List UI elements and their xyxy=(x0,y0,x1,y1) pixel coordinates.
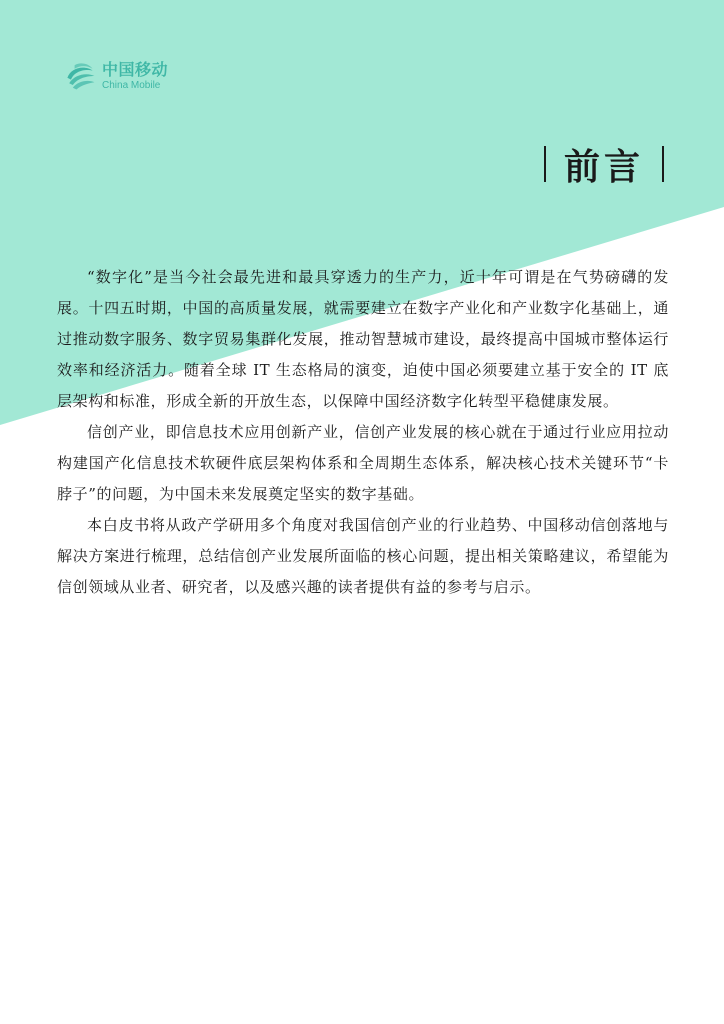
preface-body xyxy=(57,262,669,603)
page-title-group xyxy=(544,140,664,188)
brand-name-en: China Mobile xyxy=(102,79,161,91)
china-mobile-logo xyxy=(62,56,192,96)
paragraph: 本白皮书将从政产学研用多个角度对我国信创产业的行业趋势、中国移动信创落地与解决方案进行梳理，总结信创产业发展所面临的核心问题，提出相关策略建议，希望能为信创领域从业者、研究者，以及感兴趣的读者提供有益的参考与启示。 xyxy=(57,516,669,596)
page-title: 前言 xyxy=(563,146,644,188)
paragraph: “数字化”是当今社会最先进和最具穿透力的生产力，近十年可谓是在气势磅礴的发展。十四五时期，中国的高质量发展，就需要建立在数字产业化和产业数字化基础上，通过推动数字服务、数字贸易集群化发展，推动智慧城市建设，最终提高中国城市整体运行效率和经济活力。随着全球 IT 生态格局的演变，迫使中国必须要建立基于安全的 IT 底层架构和标准，形成全新的开放生态，以保障中国经济数字化转型平稳健康发展。 xyxy=(57,268,669,410)
china-mobile-logo-icon xyxy=(62,58,98,94)
paragraph: 信创产业，即信息技术应用创新产业，信创产业发展的核心就在于通过行业应用拉动构建国产化信息技术软硬件底层架构体系和全周期生态体系，解决核心技术关键环节“卡脖子”的问题，为中国未来发展奠定坚实的数字基础。 xyxy=(57,423,669,503)
title-right-bar xyxy=(662,146,664,182)
title-left-bar xyxy=(544,146,546,182)
brand-name-cn: 中国移动 xyxy=(102,59,169,79)
